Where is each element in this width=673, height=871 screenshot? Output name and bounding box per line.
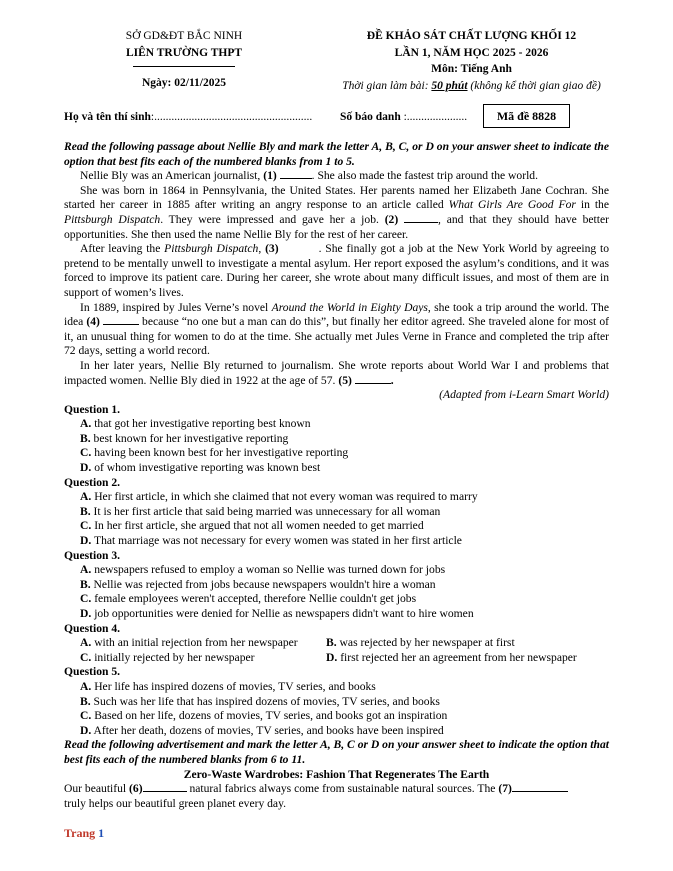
time-duration: 50 phút xyxy=(431,79,468,92)
answer-option[interactable] xyxy=(64,519,609,534)
answer-option[interactable] xyxy=(64,446,609,461)
sbd-label: Số báo danh xyxy=(340,111,401,123)
text-run: After leaving the xyxy=(80,242,165,256)
text-run: natural fabrics always come from sustainable natural sources. The xyxy=(186,782,499,796)
blank-number: (6) xyxy=(129,782,143,796)
article-title: What Girls Are Good For xyxy=(448,198,576,212)
option-letter: C. xyxy=(80,592,92,606)
text-run: in the xyxy=(575,198,609,212)
candidate-dots: :....................................................... xyxy=(150,111,313,123)
answer-blank xyxy=(355,383,391,384)
newspaper-name: Pittsburgh Dispatch xyxy=(64,212,161,226)
blank-number: (7) xyxy=(498,782,512,796)
answer-blank xyxy=(280,178,312,179)
option-letter: D. xyxy=(80,607,92,620)
blank-number: (2) xyxy=(384,212,399,226)
answer-option[interactable] xyxy=(80,651,326,666)
option-text: initially rejected by her newspaper xyxy=(94,650,255,664)
answer-blank xyxy=(103,324,139,325)
option-text: In her first article, she argued that not all women needed to get married xyxy=(94,519,424,533)
candidate-name-line xyxy=(64,111,312,123)
section1-instruction: Read the following passage about Nellie Bly and mark the letter A, B, C, or D on your answer sheet to indicate the option that best fits each of the numbered blanks from 1 to 5. xyxy=(64,140,609,168)
text-run: . She also made the fastest trip around the world. xyxy=(311,169,538,183)
answer-option[interactable] xyxy=(64,709,609,724)
option-letter: C. xyxy=(80,650,92,664)
option-letter: B. xyxy=(80,577,91,591)
novel-title: Around the World in Eighty Days xyxy=(271,300,428,314)
answer-option[interactable] xyxy=(64,461,609,476)
department-name: SỞ GD&ĐT BẮC NINH xyxy=(125,30,243,42)
question-title: Question 5. xyxy=(64,665,121,679)
sbd-dots: :..................... xyxy=(403,111,468,123)
option-letter: C. xyxy=(80,709,92,723)
option-text: Such was her life that has inspired dozens of movies, TV series, and books xyxy=(93,694,440,708)
answer-option[interactable] xyxy=(80,636,326,651)
option-letter: D. xyxy=(80,534,92,548)
date-value: 02/11/2025 xyxy=(174,77,227,89)
text-run: In 1889, inspired by Jules Verne’s novel xyxy=(80,300,272,314)
answer-option[interactable] xyxy=(326,636,515,651)
answer-option[interactable] xyxy=(64,695,609,710)
option-letter: A. xyxy=(80,679,92,693)
option-letter: C. xyxy=(80,446,92,460)
text-run: Nellie Bly was an American journalist, xyxy=(80,169,264,183)
option-letter: D. xyxy=(80,723,92,737)
option-text: was rejected by her newspaper at first xyxy=(339,636,515,650)
advertisement-line-2: truly helps our beautiful green planet every day. xyxy=(64,796,287,810)
option-letter: B. xyxy=(326,636,337,650)
passage-paragraph-1 xyxy=(64,169,609,184)
answer-option[interactable] xyxy=(326,651,577,666)
question-title: Question 4. xyxy=(64,621,121,635)
page-number: 1 xyxy=(98,826,105,840)
text-run: She was born in 1864 in Pennsylvania, the United States. Her parents named her Elizabeth Jane Cochran. She started her career in 1885 after writing an angry response to an article called xyxy=(64,183,609,212)
option-text: Based on her life, dozens of movies, TV series, and books got an inspiration xyxy=(94,709,448,723)
text-run: , she took a trip around the world. The idea xyxy=(64,300,609,329)
advertisement-line-1 xyxy=(64,782,609,797)
option-text: of whom investigative reporting was known best xyxy=(94,461,321,475)
newspaper-name: Pittsburgh Dispatch xyxy=(164,242,259,256)
header-left xyxy=(104,28,264,67)
exam-title: ĐỀ KHẢO SÁT CHẤT LƯỢNG KHỐI 12 xyxy=(366,30,577,42)
answer-option[interactable] xyxy=(64,724,609,739)
option-letter: B. xyxy=(80,431,91,445)
exam-time xyxy=(330,78,613,95)
exam-content xyxy=(64,140,609,811)
question-title: Question 3. xyxy=(64,548,121,562)
option-letter: B. xyxy=(80,504,91,518)
option-letter: B. xyxy=(80,694,91,708)
candidate-label: Họ và tên thí sinh xyxy=(64,111,151,123)
time-label: Thời gian làm bài: xyxy=(342,79,429,92)
answer-option[interactable] xyxy=(64,505,609,520)
option-text: It is her first article that said being married was unnecessary for all woman xyxy=(93,504,441,518)
answer-blank xyxy=(143,791,187,792)
answer-option[interactable] xyxy=(64,578,609,593)
option-text: That marriage was not necessary for every women was stated in her first article xyxy=(93,534,462,548)
option-text: with an initial rejection from her newspaper xyxy=(94,636,298,650)
date-label: Ngày: xyxy=(141,77,172,89)
answer-blank xyxy=(404,222,438,223)
blank-number: (3) xyxy=(265,242,279,256)
text-run: . She finally got a job at the New York World by agreeing to pretend to be mentally unwell to investigate a mental asylum. Her report exposed the asylum’s conditions, and it was forced to improve its patient care. During her career, she wrote about many difficult issues, and most of them are in support of women’s lives. xyxy=(64,242,609,299)
passage-paragraph-2 xyxy=(64,184,609,242)
page-footer xyxy=(64,826,104,841)
passage-paragraph-5 xyxy=(64,359,609,388)
exam-code-box: Mã đề 8828 xyxy=(483,104,570,128)
text-run: , xyxy=(258,242,266,256)
answer-option[interactable] xyxy=(64,432,609,447)
passage-source: (Adapted from i-Learn Smart World) xyxy=(439,388,609,402)
option-text: that got her investigative reporting best known xyxy=(94,417,311,431)
option-letter: A. xyxy=(80,417,92,431)
advertisement-title: Zero-Waste Wardrobes: Fashion That Regenerates The Earth xyxy=(183,767,490,781)
option-text: first rejected her an agreement from her newspaper xyxy=(340,650,577,664)
text-run: . xyxy=(390,373,394,387)
text-run: because “no one but a man can do this”, but finally her editor agreed. She traveled alone for most of it, an unusual thing for women to do at the time. She actually met Jules Verne in France and completed the trip after 72 days, setting a world record. xyxy=(64,315,609,358)
option-text: Her life has inspired dozens of movies, TV series, and books xyxy=(94,679,376,693)
option-text: having been known best for her investigative reporting xyxy=(94,446,349,460)
option-letter: D. xyxy=(80,461,92,475)
blank-number: (5) xyxy=(338,373,352,387)
option-text: Nellie was rejected from jobs because newspapers wouldn't hire a woman xyxy=(93,577,436,591)
option-row xyxy=(64,651,609,666)
answer-option[interactable] xyxy=(64,417,609,432)
text-run: Our beautiful xyxy=(64,782,130,796)
option-text: newspapers refused to employ a woman so Nellie was turned down for jobs xyxy=(94,563,446,577)
section2-instruction: Read the following advertisement and mark the letter A, B, C or D on your answer sheet to indicate the option that best fits each of the numbered blanks from 6 to 11. xyxy=(64,738,609,766)
answer-option[interactable] xyxy=(64,607,609,622)
option-letter: C. xyxy=(80,519,92,533)
header-right xyxy=(330,28,613,94)
passage-paragraph-4 xyxy=(64,301,609,359)
exam-session: LẦN 1, NĂM HỌC 2025 - 2026 xyxy=(394,46,549,59)
time-note: (không kể thời gian giao đề) xyxy=(470,79,601,92)
question-title: Question 1. xyxy=(64,402,121,416)
answer-option[interactable] xyxy=(64,563,609,578)
option-text: female employees weren't accepted, therefore Nellie couldn't get jobs xyxy=(94,592,417,606)
answer-option[interactable] xyxy=(64,534,609,549)
passage-paragraph-3 xyxy=(64,242,609,300)
question-title: Question 2. xyxy=(64,475,121,489)
option-text: After her death, dozens of movies, TV series, and books have been inspired xyxy=(93,723,444,737)
candidate-number-line xyxy=(340,111,467,123)
blank-number: (1) xyxy=(263,169,277,183)
school-name: LIÊN TRƯỜNG THPT xyxy=(125,47,243,59)
header-divider xyxy=(133,66,235,67)
option-row xyxy=(64,636,609,651)
page-label: Trang xyxy=(64,826,96,840)
text-run: . They were impressed and gave her a job. xyxy=(160,212,385,226)
option-text: best known for her investigative reporting xyxy=(93,431,289,445)
answer-blank xyxy=(512,791,568,792)
blank-number: (4) xyxy=(86,315,100,329)
exam-date xyxy=(104,77,264,89)
option-letter: D. xyxy=(326,650,338,664)
answer-option[interactable] xyxy=(64,592,609,607)
option-text: Her first article, in which she claimed that not every woman was required to marry xyxy=(94,490,478,504)
exam-subject: Môn: Tiếng Anh xyxy=(431,63,512,75)
option-letter: A. xyxy=(80,636,92,650)
text-run: In her later years, Nellie Bly returned to journalism. She wrote reports about World War I and problems that impacted women. Nellie Bly died in 1922 at the age of 57. xyxy=(64,358,609,387)
answer-option[interactable] xyxy=(64,680,609,695)
answer-option[interactable] xyxy=(64,490,609,505)
option-letter: A. xyxy=(80,563,92,577)
option-text: job opportunities were denied for Nellie as newspapers didn't want to hire women xyxy=(94,607,474,620)
text-run: , and that they should have better opportunities. She then used the name Nellie Bly for the rest of her career. xyxy=(64,212,609,241)
option-letter: A. xyxy=(80,490,92,504)
